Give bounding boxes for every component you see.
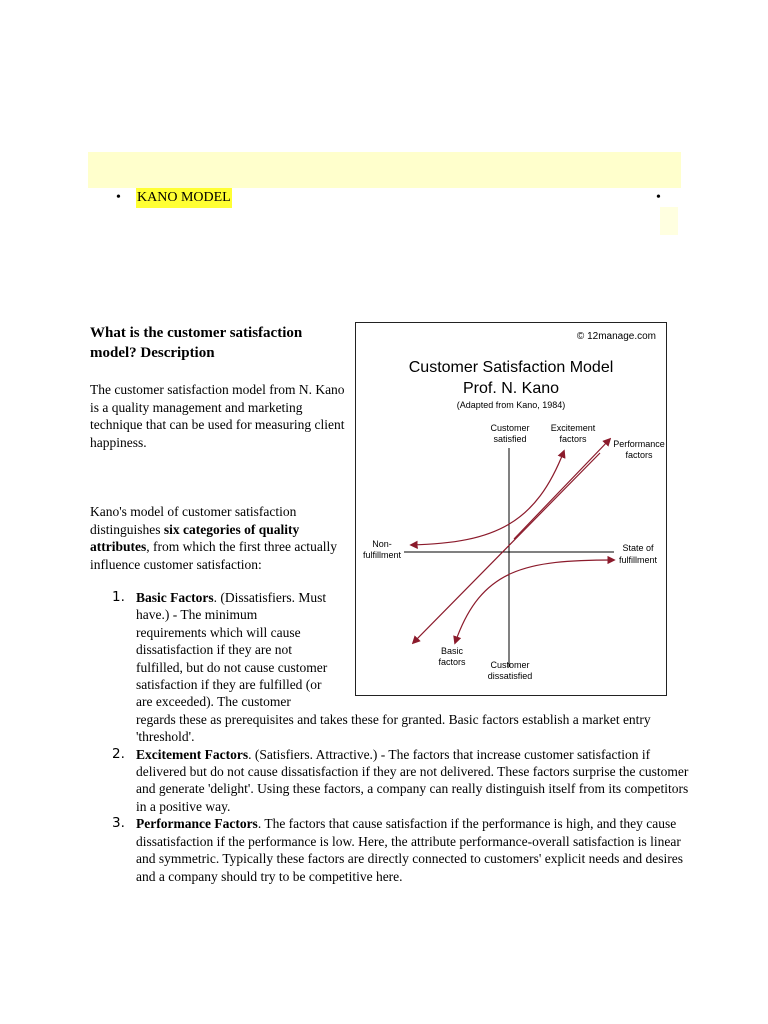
factor-item-excitement — [90, 746, 690, 816]
label-performance-1: Performance — [613, 439, 665, 449]
performance-arrowhead-line — [514, 439, 610, 539]
label-customer-satisfied-2: satisfied — [493, 434, 527, 444]
kano-model-link[interactable]: KANO MODEL — [136, 188, 232, 208]
bullet-dot: • — [116, 190, 121, 205]
excitement-curve — [411, 451, 564, 545]
factor-number: 2. — [112, 745, 125, 762]
factor-name: Performance Factors — [136, 816, 258, 832]
wrap-spacer — [330, 589, 690, 706]
label-excitement-1: Excitement — [550, 423, 596, 433]
bullet-dot-right: • — [656, 190, 661, 205]
categories-text-after: , from which the first three actually influence customer satisfaction: — [90, 539, 338, 572]
factor-item-performance — [90, 815, 690, 885]
diagram-title-line1: Customer Satisfaction Model — [408, 359, 614, 376]
factor-name: Basic Factors — [136, 590, 214, 605]
factors-list — [90, 589, 690, 885]
diagram-subtitle: (Adapted from Kano, 1984) — [456, 400, 566, 410]
factor-description: . (Dissatisfiers. Must have.) - The minimum requirements which will cause dissatisfaction if they are not fulfilled, but do not cause customer satisfaction if they are fulfilled (or are exceeded). The customer regards these as prerequisites and takes these for granted. Basic factors establish a market entry 'threshold'. — [136, 590, 651, 745]
label-performance-2: factors — [625, 450, 653, 460]
intro-paragraph: The customer satisfaction model from N. Kano is a quality management and marketing technique that can be used for measuring client happiness. — [90, 382, 345, 450]
header-highlight-band — [88, 152, 681, 188]
factor-name: Excitement Factors — [136, 746, 249, 762]
factor-description: . (Satisfiers. Attractive.) - The factors that increase customer satisfaction if delivered but do not cause dissatisfaction if they are not delivered. These factors surprise the customer and generate 'delight'. Using these factors, a company can really distinguish itself from its competitors in a positive way. — [136, 746, 689, 814]
diagram-title-line2: Prof. N. Kano — [462, 380, 560, 397]
label-basic-1: Basic — [440, 646, 464, 656]
label-nonfulfillment-2: fulfillment — [362, 550, 402, 560]
factor-number: 3. — [112, 815, 125, 832]
categories-paragraph — [90, 503, 345, 573]
label-customer-dissatisfied-2: dissatisfied — [487, 671, 533, 681]
label-basic-2: factors — [438, 657, 466, 667]
categories-text-before: Kano's model of customer satisfaction distinguishes — [90, 504, 297, 537]
label-excitement-2: factors — [559, 434, 587, 444]
factor-description: . The factors that cause satisfaction if the performance is high, and they cause dissatisfaction if the performance is low. Here, the attribute performance-overall satisfaction is linear and symmetric. Typically these factors are directly connected to customers' explicit needs and desires and a company should try to be competitive here. — [136, 816, 684, 884]
pale-highlight-box — [660, 207, 678, 235]
categories-bold-text: six categories of quality attributes — [90, 521, 300, 554]
label-nonfulfillment-1: Non- — [372, 539, 392, 549]
label-state-of-fulfillment-2: fulfillment — [618, 555, 658, 565]
label-state-of-fulfillment-1: State of — [622, 543, 654, 553]
copyright-text: © 12manage.com — [576, 331, 656, 342]
label-customer-dissatisfied-1: Customer — [490, 660, 530, 670]
factor-item-basic — [90, 589, 690, 746]
factor-number: 1. — [112, 589, 125, 605]
label-customer-satisfied-1: Customer — [490, 423, 530, 433]
section-heading: What is the customer satisfaction model? Description — [90, 325, 303, 361]
